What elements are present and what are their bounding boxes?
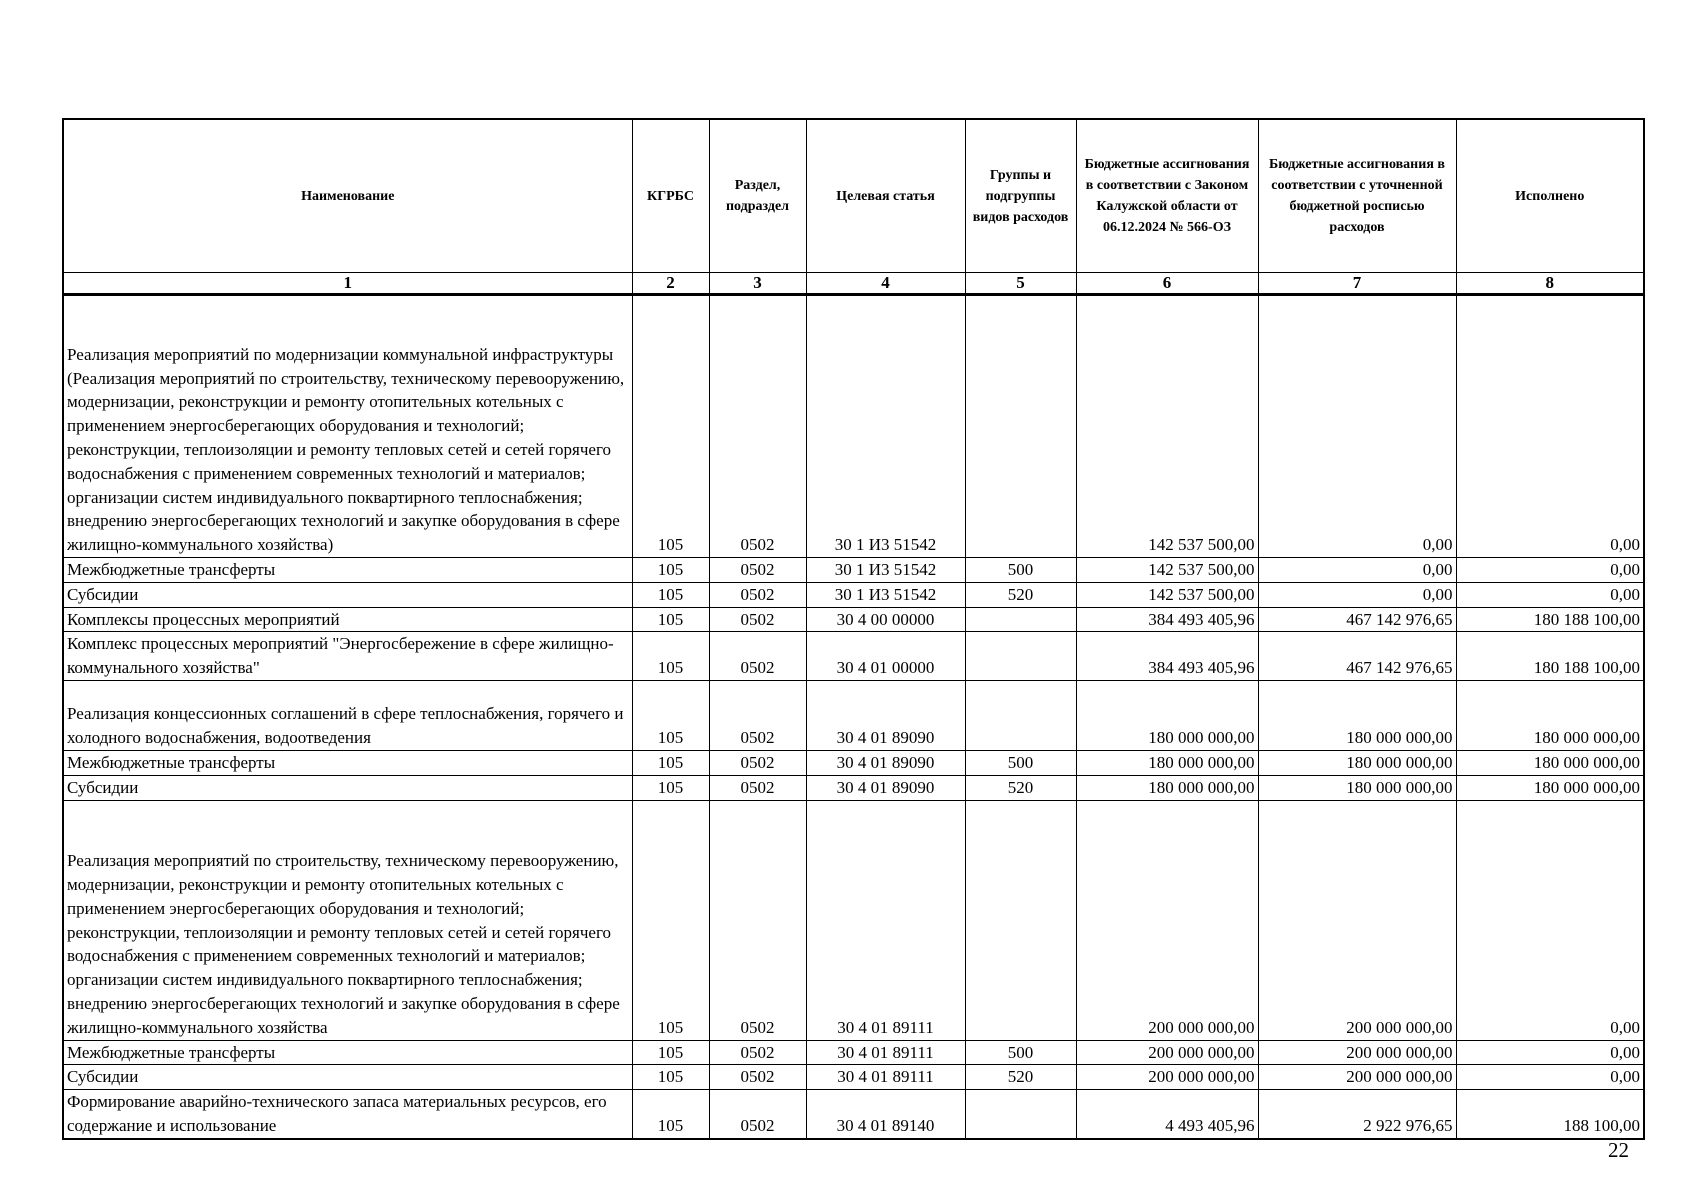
column-number: 7 [1258,273,1456,295]
table-row [63,800,1644,1040]
row-name: Субсидии [63,1065,632,1090]
row-executed-amount: 180 000 000,00 [1456,750,1644,775]
row-target-article: 30 1 И3 51542 [806,295,965,558]
row-refined-amount: 200 000 000,00 [1258,1040,1456,1065]
row-section: 0502 [709,680,806,750]
row-executed-amount: 180 188 100,00 [1456,632,1644,681]
row-expense-group [965,680,1076,750]
row-law-amount: 384 493 405,96 [1076,632,1258,681]
row-kgrbs: 105 [632,558,709,583]
table-row [63,558,1644,583]
row-expense-group: 500 [965,1040,1076,1065]
column-number: 2 [632,273,709,295]
row-name: Субсидии [63,582,632,607]
row-refined-amount: 467 142 976,65 [1258,632,1456,681]
row-target-article: 30 4 01 89140 [806,1090,965,1139]
row-law-amount: 200 000 000,00 [1076,800,1258,1040]
header-target-article: Целевая статья [806,119,965,273]
column-number: 3 [709,273,806,295]
row-target-article: 30 4 01 89111 [806,1065,965,1090]
table-row [63,750,1644,775]
row-refined-amount: 0,00 [1258,558,1456,583]
budget-table [62,118,1645,1140]
row-refined-amount: 0,00 [1258,295,1456,558]
row-law-amount: 180 000 000,00 [1076,775,1258,800]
table-row [63,775,1644,800]
header-row [63,119,1644,273]
row-executed-amount: 180 000 000,00 [1456,775,1644,800]
row-target-article: 30 1 И3 51542 [806,558,965,583]
row-law-amount: 384 493 405,96 [1076,607,1258,632]
row-section: 0502 [709,775,806,800]
row-law-amount: 180 000 000,00 [1076,750,1258,775]
row-refined-amount: 467 142 976,65 [1258,607,1456,632]
row-name: Реализация мероприятий по строительству, техническому перевооружению, модернизации, реконструкции и ремонту отопительных котельных с применением энергосберегающих оборудования и технологий; реконструкции, теплоизоляции и ремонту тепловых сетей и сетей горячего водоснабжения с применением современных технологий и материалов; организации систем индивидуального поквартирного теплоснабжения; внедрению энергосберегающих технологий и закупке оборудования в сфере жилищно-коммунального хозяйства [63,800,632,1040]
header-kgrbs: КГРБС [632,119,709,273]
row-name: Реализация концессионных соглашений в сфере теплоснабжения, горячего и холодного водоснабжения, водоотведения [63,680,632,750]
row-kgrbs: 105 [632,607,709,632]
column-number: 4 [806,273,965,295]
row-refined-amount: 200 000 000,00 [1258,1065,1456,1090]
row-law-amount: 200 000 000,00 [1076,1040,1258,1065]
row-expense-group: 520 [965,1065,1076,1090]
column-number: 8 [1456,273,1644,295]
column-number: 6 [1076,273,1258,295]
row-expense-group [965,800,1076,1040]
row-kgrbs: 105 [632,680,709,750]
row-section: 0502 [709,750,806,775]
row-expense-group: 500 [965,750,1076,775]
table-row [63,1040,1644,1065]
column-number-row [63,273,1644,295]
row-refined-amount: 0,00 [1258,582,1456,607]
row-section: 0502 [709,800,806,1040]
row-section: 0502 [709,295,806,558]
table-row [63,680,1644,750]
row-name: Межбюджетные трансферты [63,750,632,775]
table-row [63,632,1644,681]
row-name: Реализация мероприятий по модернизации коммунальной инфраструктуры (Реализация мероприятий по строительству, техническому перевооружению, модернизации, реконструкции и ремонту отопительных котельных с применением энергосберегающих оборудования и технологий; реконструкции, теплоизоляции и ремонту тепловых сетей и сетей горячего водоснабжения с применением современных технологий и материалов; организации систем индивидуального поквартирного теплоснабжения; внедрению энергосберегающих технологий и закупке оборудования в сфере жилищно-коммунального хозяйства) [63,295,632,558]
row-kgrbs: 105 [632,750,709,775]
row-name: Формирование аварийно-технического запаса материальных ресурсов, его содержание и использование [63,1090,632,1139]
row-executed-amount: 0,00 [1456,558,1644,583]
row-law-amount: 180 000 000,00 [1076,680,1258,750]
table-row [63,607,1644,632]
row-executed-amount: 0,00 [1456,1065,1644,1090]
row-executed-amount: 180 188 100,00 [1456,607,1644,632]
header-section: Раздел, подраздел [709,119,806,273]
column-number: 1 [63,273,632,295]
table-row [63,1065,1644,1090]
row-section: 0502 [709,1040,806,1065]
row-section: 0502 [709,582,806,607]
row-law-amount: 142 537 500,00 [1076,582,1258,607]
row-refined-amount: 2 922 976,65 [1258,1090,1456,1139]
row-law-amount: 142 537 500,00 [1076,558,1258,583]
row-refined-amount: 180 000 000,00 [1258,775,1456,800]
header-refined-appropriations: Бюджетные ассигнования в соответствии с уточненной бюджетной росписью расходов [1258,119,1456,273]
row-law-amount: 142 537 500,00 [1076,295,1258,558]
table-row [63,582,1644,607]
row-law-amount: 4 493 405,96 [1076,1090,1258,1139]
row-target-article: 30 4 00 00000 [806,607,965,632]
row-section: 0502 [709,607,806,632]
row-name: Комплексы процессных мероприятий [63,607,632,632]
row-kgrbs: 105 [632,1065,709,1090]
row-executed-amount: 188 100,00 [1456,1090,1644,1139]
row-expense-group [965,607,1076,632]
row-kgrbs: 105 [632,632,709,681]
row-target-article: 30 1 И3 51542 [806,582,965,607]
row-refined-amount: 180 000 000,00 [1258,680,1456,750]
row-section: 0502 [709,1065,806,1090]
row-target-article: 30 4 01 00000 [806,632,965,681]
row-kgrbs: 105 [632,582,709,607]
table-row [63,1090,1644,1139]
row-name: Межбюджетные трансферты [63,1040,632,1065]
row-section: 0502 [709,1090,806,1139]
row-target-article: 30 4 01 89111 [806,1040,965,1065]
row-target-article: 30 4 01 89111 [806,800,965,1040]
row-executed-amount: 180 000 000,00 [1456,680,1644,750]
row-executed-amount: 0,00 [1456,582,1644,607]
row-name: Комплекс процессных мероприятий "Энергосбережение в сфере жилищно-коммунального хозяйства" [63,632,632,681]
row-refined-amount: 180 000 000,00 [1258,750,1456,775]
row-executed-amount: 0,00 [1456,295,1644,558]
row-refined-amount: 200 000 000,00 [1258,800,1456,1040]
row-kgrbs: 105 [632,800,709,1040]
row-expense-group [965,632,1076,681]
row-kgrbs: 105 [632,775,709,800]
row-expense-group: 520 [965,775,1076,800]
column-number: 5 [965,273,1076,295]
row-section: 0502 [709,632,806,681]
header-expense-groups: Группы и подгруппы видов расходов [965,119,1076,273]
page-number: 22 [1608,1138,1629,1162]
row-name: Межбюджетные трансферты [63,558,632,583]
row-name: Субсидии [63,775,632,800]
row-expense-group: 520 [965,582,1076,607]
row-executed-amount: 0,00 [1456,1040,1644,1065]
row-executed-amount: 0,00 [1456,800,1644,1040]
row-target-article: 30 4 01 89090 [806,680,965,750]
row-kgrbs: 105 [632,295,709,558]
row-expense-group [965,1090,1076,1139]
header-law-appropriations: Бюджетные ассигнования в соответствии с Законом Калужской области от 06.12.2024 № 566-ОЗ [1076,119,1258,273]
row-law-amount: 200 000 000,00 [1076,1065,1258,1090]
row-kgrbs: 105 [632,1040,709,1065]
table-row [63,295,1644,558]
header-executed: Исполнено [1456,119,1644,273]
row-target-article: 30 4 01 89090 [806,775,965,800]
header-name: Наименование [63,119,632,273]
row-expense-group [965,295,1076,558]
row-target-article: 30 4 01 89090 [806,750,965,775]
row-kgrbs: 105 [632,1090,709,1139]
row-section: 0502 [709,558,806,583]
row-expense-group: 500 [965,558,1076,583]
